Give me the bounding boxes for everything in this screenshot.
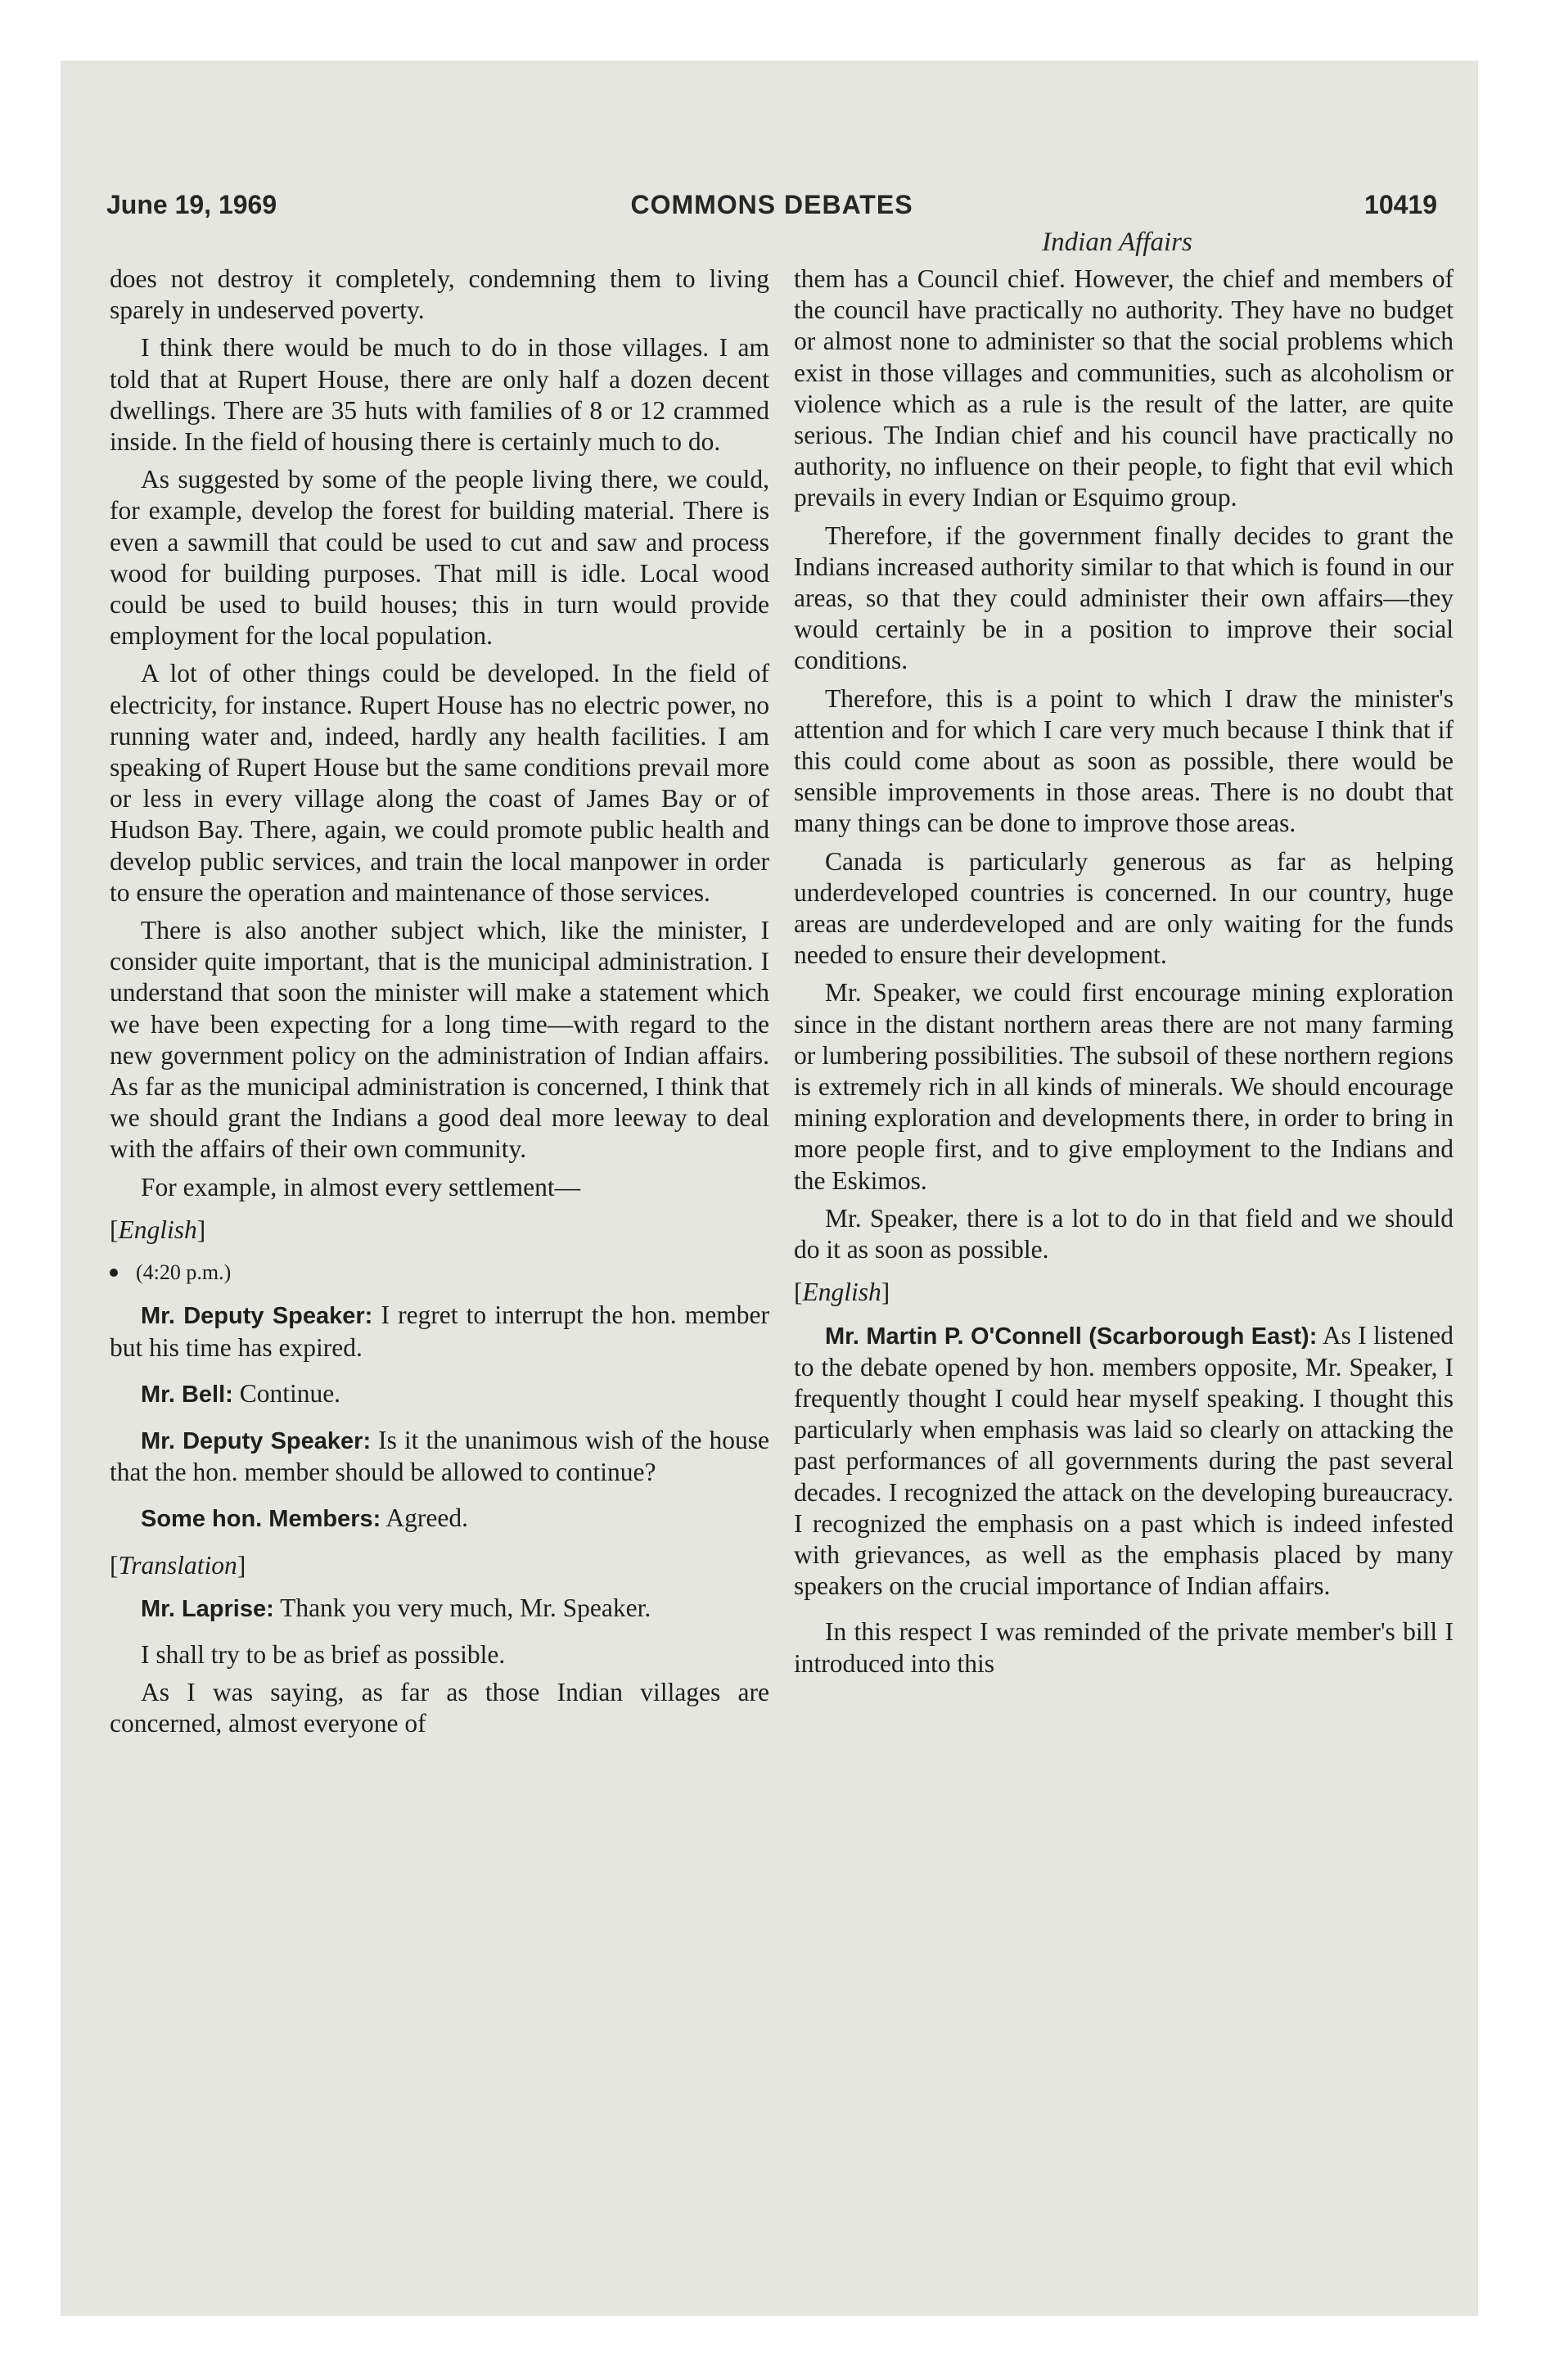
speaker-name: Mr. Laprise: — [141, 1595, 274, 1622]
speech — [110, 1300, 769, 1363]
paragraph: In this respect I was reminded of the private member's bill I introduced into this — [794, 1617, 1454, 1678]
paragraph: A lot of other things could be developed. In the field of electricity, for instance. Rupert House has no electric power, no running water and, indeed, hardly any health facilities. I am speaking of Rupert House but the same conditions prevail more or less in every village along the coast of James Bay or of Hudson Bay. There, again, we could promote public health and develop public services, and train the local manpower in order to ensure the operation and maintenance of those services. — [110, 659, 769, 907]
paragraph: Mr. Speaker, there is a lot to do in that field and we should do it as soon as possible. — [794, 1203, 1454, 1264]
paragraph: There is also another subject which, like the minister, I consider quite important, that is the municipal administration. I understand that soon the minister will make a statement which we have been expecting for a long time—with regard to the new government policy on the administration of Indian affairs. As far as the municipal administration is concerned, I think that we should grant the Indians a good deal more leeway to deal with the affairs of their own community. — [110, 916, 769, 1164]
paragraph: For example, in almost every settlement— — [141, 1172, 581, 1201]
paragraph: Canada is particularly generous as far as helping underdeveloped countries is concerned. In our country, huge areas are underdeveloped and are only waiting for the funds needed to ensure their development. — [794, 846, 1454, 970]
language-marker — [794, 1277, 1454, 1308]
left-column — [110, 264, 769, 1747]
speech-text: I regret to interrupt the hon. member but his time has expired. — [110, 1300, 769, 1362]
header-page-number: 10419 — [1364, 190, 1437, 219]
language-marker-label: Translation — [118, 1550, 237, 1580]
paragraph: does not destroy it completely, condemning them to living sparely in undeserved poverty. — [110, 264, 769, 325]
speech-text: Continue. — [232, 1378, 341, 1408]
bracket-open: [ — [110, 1550, 119, 1580]
paragraph: I think there would be much to do in those villages. I am told that at Rupert House, there are only half a dozen decent dwellings. There are 35 huts with families of 8 or 12 crammed inside. In the field of housing there is certainly much to do. — [110, 333, 769, 457]
section-title: Indian Affairs — [1042, 228, 1192, 257]
time-stamp — [110, 1257, 769, 1288]
bracket-open: [ — [110, 1215, 119, 1244]
speech-text: Thank you very much, Mr. Speaker. — [273, 1593, 651, 1622]
time-stamp-text: (4:20 p.m.) — [136, 1260, 232, 1285]
paragraph: I shall try to be as brief as possible. — [141, 1639, 506, 1669]
language-marker — [110, 1550, 769, 1581]
speech-text: Agreed. — [381, 1503, 468, 1533]
speech — [110, 1425, 769, 1488]
bullet-icon — [110, 1269, 118, 1277]
speech — [110, 1503, 769, 1535]
paragraph: As suggested by some of the people living there, we could, for example, develop the forest for building material. There is even a sawmill that could be used to cut and saw and process wood for building purposes. That mill is idle. Local wood could be used to build houses; this in turn would provide employment for the local population. — [110, 465, 769, 651]
speaker-name: Mr. Deputy Speaker: — [141, 1303, 373, 1330]
bracket-close: ] — [196, 1215, 206, 1244]
bracket-close: ] — [881, 1278, 890, 1307]
speaker-name: Mr. Bell: — [141, 1381, 233, 1408]
paragraph: them has a Council chief. However, the chief and members of the council have practically no authority. They have no budget or almost none to administer so that the social problems which exist in those villages and communities, such as alcoholism or violence which as a rule is the result of the latter, are quite serious. The Indian chief and his council have practically no authority, no influence on their people, to fight that evil which prevails in every Indian or Esquimo group. — [794, 264, 1454, 512]
speech — [110, 1593, 769, 1625]
paragraph: Therefore, this is a point to which I draw the minister's attention and for which I care very much because I think that if this could come about as soon as possible, there would be sensible improvements in those areas. There is no doubt that many things can be done to improve those areas. — [794, 683, 1454, 838]
speech-text: As I listened to the debate opened by hon. members opposite, Mr. Speaker, I frequently thought I could hear myself speaking. I thought this particularly when emphasis was laid so clearly on attacking the past performances of all governments during the past several decades. I recognized the attack on the developing bureaucracy. I recognized the emphasis on a past which is indeed infested with grievances, as well as the emphasis placed by many speakers on the crucial importance of Indian affairs. — [794, 1320, 1454, 1601]
speaker-name: Mr. Martin P. O'Connell (Scarborough East): — [825, 1323, 1318, 1350]
speech — [110, 1378, 769, 1410]
running-header — [106, 190, 1437, 231]
header-date: June 19, 1969 — [106, 190, 277, 219]
paragraph: Mr. Speaker, we could first encourage mining exploration since in the distant northern areas there are not many farming or lumbering possibilities. The subsoil of these northern regions is extremely rich in all kinds of minerals. We should encourage mining exploration and developments there, in order to bring in more people first, and to give employment to the Indians and the Eskimos. — [794, 978, 1454, 1195]
speech — [794, 1320, 1454, 1602]
language-marker-label: English — [118, 1215, 197, 1244]
speaker-name: Mr. Deputy Speaker: — [141, 1427, 372, 1454]
bracket-close: ] — [237, 1550, 246, 1580]
header-publication: COMMONS DEBATES — [630, 190, 913, 219]
paragraph: As I was saying, as far as those Indian villages are concerned, almost everyone of — [110, 1678, 769, 1738]
language-marker — [110, 1215, 769, 1246]
bracket-open: [ — [794, 1278, 803, 1307]
right-column — [794, 264, 1454, 1686]
paragraph: Therefore, if the government finally decides to grant the Indians increased authority similar to that which is found in our areas, so that they could administer their own affairs—they would certainly be in a position to improve their social conditions. — [794, 521, 1454, 675]
speech-text: Is it the unanimous wish of the house that the hon. member should be allowed to continue? — [110, 1425, 769, 1487]
speaker-name: Some hon. Members: — [141, 1506, 381, 1533]
language-marker-label: English — [802, 1278, 881, 1307]
